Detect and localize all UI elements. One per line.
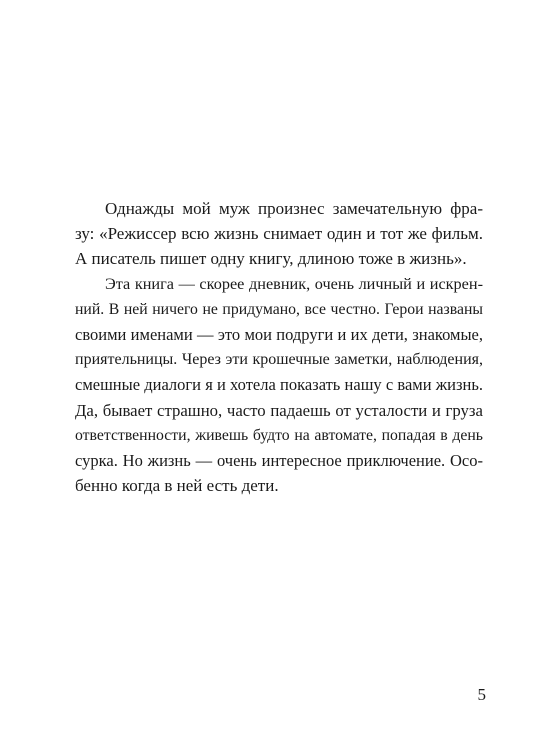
paragraph-2 <box>75 272 483 499</box>
text-line: Однажды мой муж произнес замечательную фра- <box>105 199 483 218</box>
text-line: приятельницы. Через эти крошечные заметки, наблюдения, <box>75 351 483 369</box>
text-line: сурка. Но жизнь — очень интересное приключение. Осо- <box>75 450 483 470</box>
text-line: ний. В ней ничего не придумано, все честно. Герои названы <box>75 300 483 318</box>
text-line: смешные диалоги я и хотела показать нашу с вами жизнь. <box>75 375 483 395</box>
paragraph-1 <box>75 196 483 272</box>
text-line: своими именами — это мои подруги и их дети, знакомые, <box>75 324 483 344</box>
text-line: бенно когда в ней есть дети. <box>75 476 279 496</box>
text-line: зу: «Режиссер всю жизнь снимает один и тот же фильм. <box>75 224 483 244</box>
page-number: 5 <box>477 685 486 704</box>
body-text <box>75 196 483 498</box>
text-line: А писатель пишет одну книгу, длиною тоже в жизнь». <box>75 249 467 269</box>
text-line: Эта книга — скорее дневник, очень личный и искрен- <box>105 274 483 293</box>
text-line: Да, бывает страшно, часто падаешь от усталости и груза <box>75 400 483 420</box>
text-line: ответственности, живешь будто на автомате, попадая в день <box>75 426 483 444</box>
